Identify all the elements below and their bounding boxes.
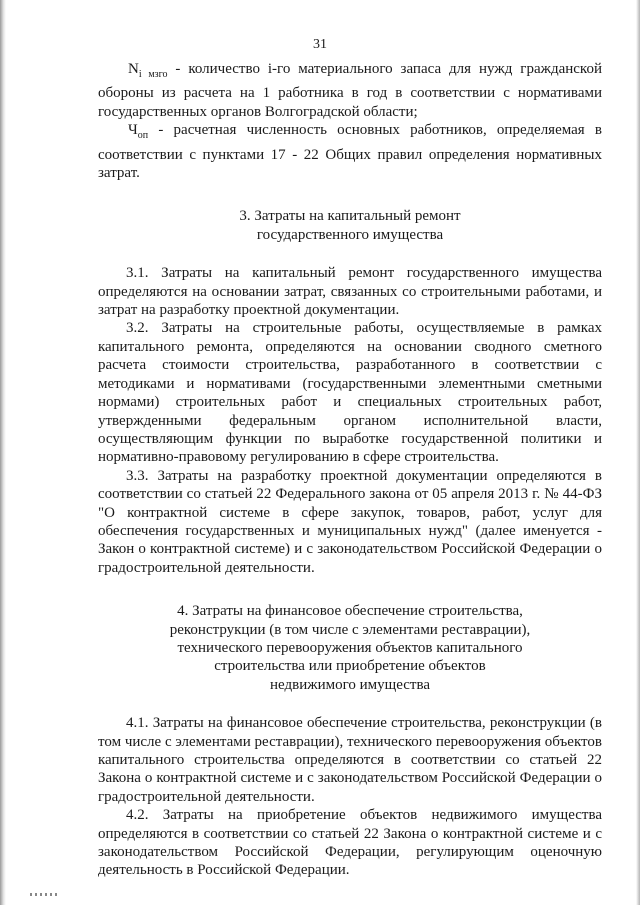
paragraph-4-2: 4.2. Затраты на приобретение объектов недвижимого имущества определяются в соответствии со статьей 22 Закона о контрактной системе и с законодательством Российской Федерации, регулирующим оценочную деятельность в Российской Федерации.	[98, 807, 602, 879]
definition-subscript: оп	[137, 130, 149, 142]
paragraph-3-2: 3.2. Затраты на строительные работы, осуществляемые в рамках капитального ремонта, определяются на основании сводного сметного расчета стоимости строительства, разработанного в соответствии с методиками и нормативами (государственными элементными сметными нормами) строительных работ и специальных строительных работ, утвержденными федеральным органом исполнительной власти, осуществляющим функции по выработке государственной политики и нормативно-правовому регулированию в сфере строительства.	[98, 320, 602, 466]
heading-line: 4. Затраты на финансовое обеспечение строительства,	[177, 603, 523, 620]
definition-symbol: N	[128, 61, 139, 77]
paragraph-3-1: 3.1. Затраты на капитальный ремонт государственного имущества определяются на основании затрат, связанных со строительными работами, и затрат на разработку проектной документации.	[98, 265, 602, 319]
definition-ch-op	[98, 121, 602, 182]
heading-line: 3. Затраты на капитальный ремонт	[239, 208, 461, 225]
definition-text: - количество i-го материального запаса для нужд гражданской обороны из расчета на 1 работника в год в соответствии с нормативами государственных органов Волгоградской области;	[98, 61, 602, 120]
scan-artifact	[30, 893, 60, 896]
definition-symbol: Ч	[128, 122, 138, 139]
paragraph-3-3: 3.3. Затраты на разработку проектной документации определяются в соответствии со статьей 22 Федерального закона от 05 апреля 2013 г. № 44-ФЗ "О контрактной системе в сфере закупок, товаров, работ, услуг для обеспечения государственных и муниципальных нужд" (далее именуется - Закон о контрактной системе) и с законодательством Российской Федерации о градостроительной деятельности.	[98, 467, 602, 576]
heading-line: государственного имущества	[256, 226, 444, 243]
section-4-heading	[98, 602, 602, 694]
heading-line: реконструкции (в том числе с элементами реставрации),	[169, 621, 531, 638]
definition-n-mzgo	[98, 60, 602, 121]
paragraph-4-1: 4.1. Затраты на финансовое обеспечение строительства, реконструкции (в том числе с элементами реставрации), технического перевооружения объектов капитального строительства определяются в соответствии со статьей 22 Закона о контрактной системе и с законодательством Российской Федерации о градостроительной деятельности.	[98, 715, 602, 805]
heading-line: недвижимого имущества	[270, 676, 430, 693]
definition-text: - расчетная численность основных работников, определяемая в соответствии с пунктами 17 - 22 Общих правил определения нормативных затрат.	[98, 122, 602, 182]
page-number: 31	[313, 37, 327, 52]
section-3-heading	[98, 207, 602, 244]
heading-line: технического перевооружения объектов капитального	[177, 639, 523, 656]
scan-right-edge-shadow	[636, 0, 640, 905]
definition-subscript: i мзго	[138, 69, 168, 80]
scan-left-edge-shadow	[0, 0, 6, 905]
document-body	[98, 60, 602, 880]
heading-line: строительства или приобретение объектов	[214, 658, 486, 675]
